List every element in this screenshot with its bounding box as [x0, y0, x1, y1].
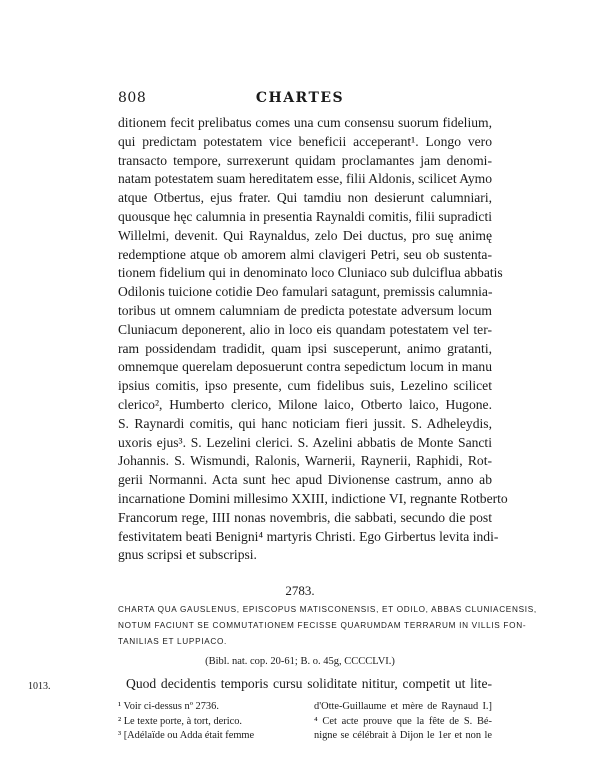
- charter-incipit: Quod decidentis temporis cursu soliditate nititur, competit ut lite-: [126, 676, 492, 691]
- charter-rubric: [118, 602, 537, 650]
- body-line: ram possidendam tradidit, quam ipsi susceperunt, animo gratanti,: [118, 340, 492, 356]
- body-line: omnemque querelam deposuerunt contra sepedictum locum in manu: [118, 359, 492, 375]
- body-line: incarnatione Domini millesimo XXIII, indictione VI, regnante Rotberto: [118, 490, 508, 506]
- rubric-line: CHARTA QUA GAUSLENUS, EPISCOPUS MATISCONENSIS, ET ODILO, ABBAS CLUNIACENSIS,: [118, 605, 537, 614]
- footnotes-left-column: [118, 700, 298, 744]
- body-line: toribus ut omnem calumniam de predicta potestate adversum locum: [118, 302, 492, 318]
- footnotes-right-column: [314, 700, 492, 744]
- footnote-line: d'Otte-Guillaume et mère de Raynaud I.]: [314, 701, 492, 712]
- footnote-line: nigne se célébrait à Dijon le 1er et non le: [314, 730, 492, 741]
- body-line: S. Raynardi comitis, qui hanc noticiam fieri jussit. S. Adheleydis,: [118, 415, 492, 431]
- footnote-line: ² Le texte porte, à tort, derico.: [118, 715, 242, 727]
- body-line: redemptione atque ob amorem almi clavigeri Petri, seu ob sustenta-: [118, 246, 492, 262]
- body-line: Johannis. S. Wismundi, Ralonis, Warnerii, Raynerii, Raphidi, Rot-: [118, 453, 492, 469]
- body-line: Francorum rege, IIII nonas novembris, die sabbati, secundo die post: [118, 509, 492, 525]
- body-line: uxoris ejus³. S. Lezelini clerici. S. Azelini abbatis de Monte Sancti: [118, 434, 492, 450]
- page-header: [0, 90, 600, 112]
- body-line: qui predictam potestatem vice beneficii acceperant¹. Longo vero: [118, 133, 492, 149]
- footnote-line: ¹ Voir ci-dessus nº 2736.: [118, 701, 219, 712]
- body-line: Cluniacum deponerent, alio in loco eis quandam potestatem vel ter-: [118, 321, 492, 337]
- body-line: festivitatem beati Benigni⁴ martyris Christi. Ego Girbertus levita indi-: [118, 528, 499, 544]
- body-line: ditionem fecit prelibatus comes una cum consensu suorum fidelium,: [118, 115, 492, 130]
- footnote-line: ⁴ Cet acte prouve que la fête de S. Bé-: [314, 715, 492, 727]
- running-title: CHARTES: [255, 90, 345, 106]
- charter-body-text: [118, 114, 508, 565]
- rubric-line: TANILIAS ET LUPPIACO.: [118, 637, 228, 646]
- body-line: Odilonis tuicione cotidie Deo famulari satagunt, premissis calumnia-: [118, 284, 493, 300]
- body-line: gnus scripsi et subscripsi.: [118, 547, 257, 563]
- charter-number: 2783.: [285, 583, 315, 598]
- margin-year: 1013.: [28, 681, 51, 692]
- rubric-line: NOTUM FACIUNT SE COMMUTATIONEM FECISSE QUARUMDAM TERRARUM IN VILLIS FON-: [118, 621, 527, 630]
- source-reference: (Bibl. nat. cop. 20-61; B. o. 45g, CCCCLVI.): [205, 656, 395, 667]
- body-line: natam potestatem suam hereditatem esse, filii Aldonis, scilicet Aymo: [118, 171, 493, 187]
- body-line: tionem fidelium qui in denominato loco Cluniaco sub dulciflua abbatis: [118, 265, 503, 281]
- body-line: ipsius comitis, ipso presente, cum fidelibus suis, Lezelino scilicet: [118, 378, 492, 394]
- body-line: clerico², Humberto clerico, Milone laico, Otberto laico, Hugone.: [118, 396, 492, 412]
- body-line: Willelmi, devenit. Qui Raynaldus, zelo Dei ductus, pro suę animę: [118, 227, 492, 243]
- body-line: quousque hęc calumnia in presentia Raynaldi comitis, filii supradicti: [118, 208, 492, 224]
- body-line: gerii Normanni. Acta sunt hec apud Divionense castrum, anno ab: [118, 472, 492, 488]
- page-number: 808: [118, 90, 147, 106]
- footnote-line: ³ [Adélaïde ou Adda était femme: [118, 730, 255, 741]
- body-line: transacto tempore, surrexerunt quidam proclamantes jam denomi-: [118, 152, 492, 168]
- body-line: atque Otbertus, ejus frater. Qui tamdiu non desierunt calumniari,: [118, 190, 492, 206]
